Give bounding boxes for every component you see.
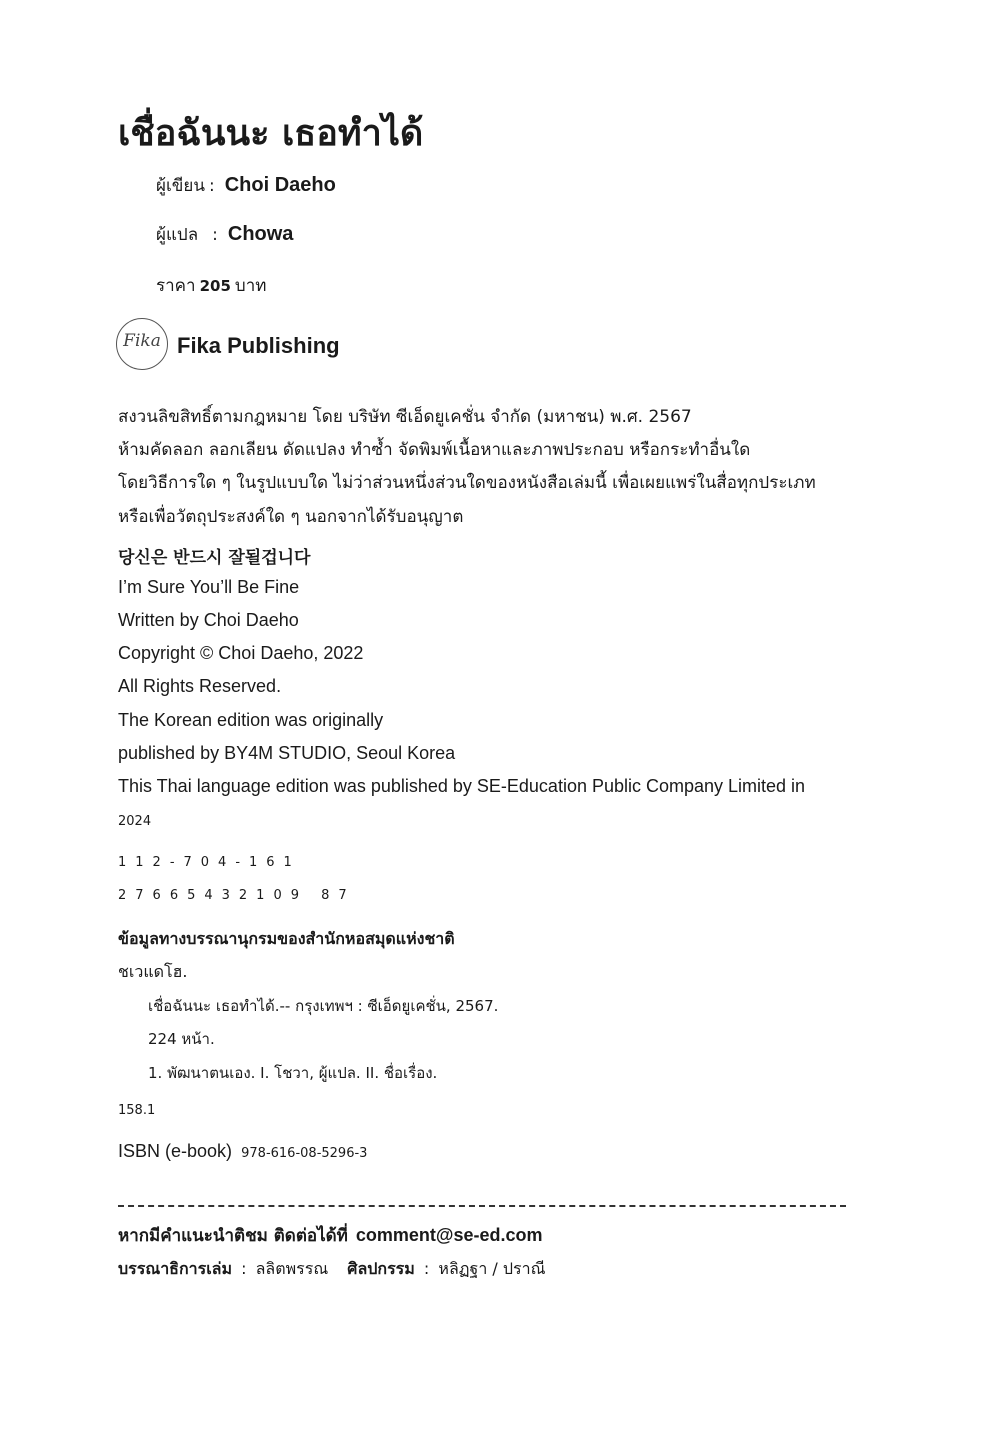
price-value: 205 xyxy=(199,277,231,295)
cataloging-title: เชื่อฉันนะ เธอทำได้.-- กรุงเทพฯ : ซีเอ็ดยูเคชั่น, 2567. xyxy=(148,997,499,1015)
translator-separator: : xyxy=(212,225,218,245)
print-code-1: 112-704-161 xyxy=(118,855,301,870)
editor-name: ลลิตพรรณ xyxy=(255,1259,329,1278)
isbn-line xyxy=(118,1141,367,1162)
fika-logo xyxy=(116,318,168,370)
korean-title: 당신은 반드시 잘될겁니다 xyxy=(118,548,311,568)
art-label: ศิลปกรรม xyxy=(347,1259,415,1278)
isbn-label: ISBN (e-book) xyxy=(118,1141,233,1161)
cataloging-subjects: 1. พัฒนาตนเอง. I. โชวา, ผู้แปล. II. ชื่อเรื่อง. xyxy=(148,1064,438,1082)
copyright-thai-line: สงวนลิขสิทธิ์ตามกฎหมาย โดย บริษัท ซีเอ็ดยูเคชั่น จำกัด (มหาชน) พ.ศ. 2567 xyxy=(118,407,692,427)
edition-year: 2024 xyxy=(118,814,152,829)
divider xyxy=(118,1205,846,1207)
contact-email[interactable]: comment@se-ed.com xyxy=(355,1225,543,1245)
cataloging-heading: ข้อมูลทางบรรณานุกรมของสำนักหอสมุดแห่งชาติ xyxy=(118,929,455,948)
isbn-value: 978-616-08-5296-3 xyxy=(241,1146,368,1161)
written-by: Written by Choi Daeho xyxy=(118,610,299,630)
author-separator: : xyxy=(208,176,215,196)
contact-label: หากมีคำแนะนำติชม ติดต่อได้ที่ xyxy=(118,1226,348,1246)
credits-line xyxy=(118,1257,545,1282)
copyright-line: Copyright © Choi Daeho, 2022 xyxy=(118,643,364,663)
contact-line xyxy=(118,1222,542,1249)
original-title: I’m Sure You’ll Be Fine xyxy=(118,577,300,597)
editor-label: บรรณาธิการเล่ม xyxy=(118,1259,233,1278)
copyright-thai-line: โดยวิธีการใด ๆ ในรูปแบบใด ไม่ว่าส่วนหนึ่งส่วนใดของหนังสือเล่มนี้ เพื่อเผยแพร่ในสื่อทุกประเภท xyxy=(118,473,816,493)
cataloging-author: ชเวแดโฮ. xyxy=(118,962,188,981)
korean-edition-line: The Korean edition was originally xyxy=(118,710,384,730)
cataloging-pages: 224 หน้า. xyxy=(148,1030,215,1048)
price-unit: บาท xyxy=(234,276,267,296)
author-label: ผู้เขียน xyxy=(156,176,205,196)
price-line xyxy=(156,272,266,299)
book-title: เชื่อฉันนะ เธอทำได้ xyxy=(118,113,424,154)
classification-number: 158.1 xyxy=(118,1103,156,1118)
fika-logo-text: Fika xyxy=(123,331,161,351)
author-line xyxy=(156,172,336,199)
author-name: Choi Daeho xyxy=(224,174,336,196)
print-code-2: 27665432109 87 xyxy=(118,888,356,903)
editor-separator: : xyxy=(241,1259,247,1278)
price-label: ราคา xyxy=(156,276,196,296)
rights-reserved: All Rights Reserved. xyxy=(118,676,282,696)
copyright-thai-line: ห้ามคัดลอก ลอกเลียน ดัดแปลง ทำซ้ำ จัดพิมพ์เนื้อหาและภาพประกอบ หรือกระทำอื่นใด xyxy=(118,440,751,460)
translator-line xyxy=(156,221,293,248)
translator-label: ผู้แปล xyxy=(156,225,199,245)
korean-publisher-line: published by BY4M STUDIO, Seoul Korea xyxy=(118,743,456,763)
publisher-name: Fika Publishing xyxy=(177,333,340,358)
thai-edition-line: This Thai language edition was published by SE-Education Public Company Limited in xyxy=(118,776,806,796)
translator-name: Chowa xyxy=(227,223,294,245)
art-names: หลิฏฐา / ปราณี xyxy=(438,1259,546,1278)
copyright-thai-line: หรือเพื่อวัตถุประสงค์ใด ๆ นอกจากได้รับอนุญาต xyxy=(118,507,464,527)
art-separator: : xyxy=(423,1259,430,1278)
